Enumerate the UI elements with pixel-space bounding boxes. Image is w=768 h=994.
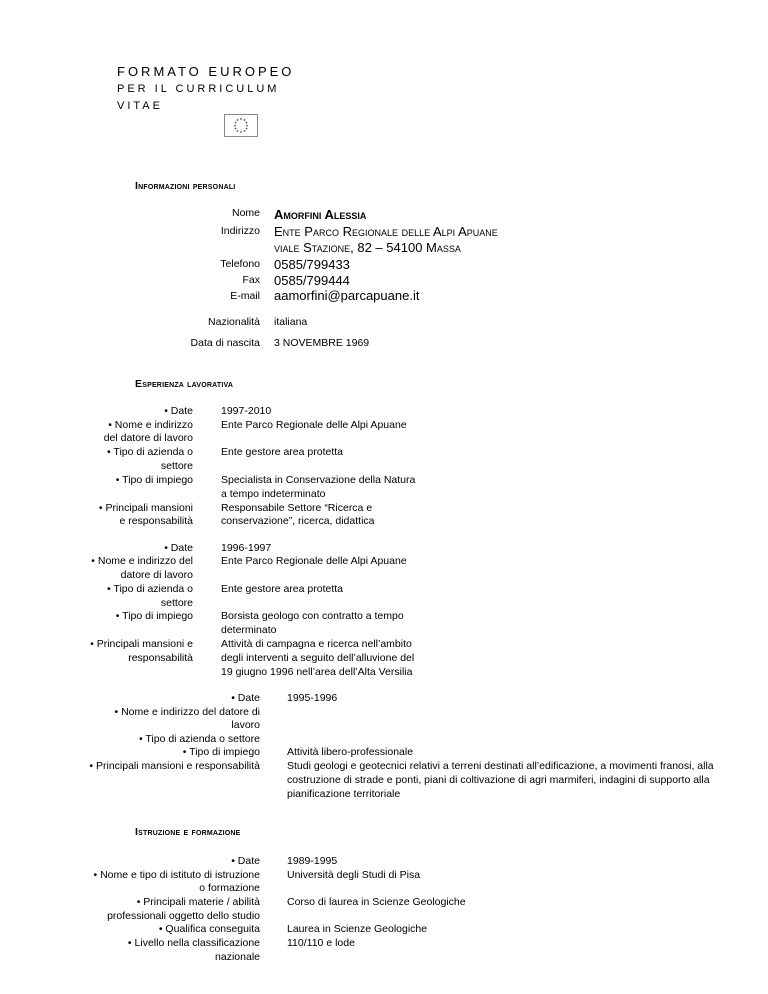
entry1-sector: Ente gestore area protetta <box>221 446 343 458</box>
entry2-label-date: • Date <box>164 542 193 554</box>
edu-school: Università degli Studi di Pisa <box>287 869 421 881</box>
edu-label-subjects: • Principali materie / abilità <box>136 896 260 908</box>
value-indirizzo-line-1: Ente Parco Regionale delle Alpi Apuane <box>274 224 498 239</box>
entry2-duties-line-1: Attività di campagna e ricerca nell’ambito <box>221 638 412 650</box>
entry2-employer: Ente Parco Regionale delle Alpi Apuane <box>221 555 407 567</box>
entry1-label-date: • Date <box>164 405 193 417</box>
label-nascita: Data di nascita <box>190 337 260 349</box>
label-email: E-mail <box>230 290 260 302</box>
entry1-label-sector: • Tipo di azienda o <box>107 446 193 458</box>
entry3-date: 1995-1996 <box>287 692 338 704</box>
edu-subjects: Corso di laurea in Scienze Geologiche <box>287 896 466 908</box>
edu-date: 1989-1995 <box>287 855 338 867</box>
cv-title-line-1: FORMATO EUROPEO <box>117 64 295 79</box>
edu-label-level-2: nazionale <box>215 951 260 963</box>
entry3-label-employer-2: lavoro <box>231 719 260 731</box>
cv-title-line-2: PER IL CURRICULUM <box>117 83 280 95</box>
entry3-label-duties: • Principali mansioni e responsabilità <box>89 760 260 772</box>
entry1-label-duties-2: e responsabilità <box>119 515 193 527</box>
label-telefono: Telefono <box>220 258 260 270</box>
entry1-duties-line-2: conservazione”, ricerca, didattica <box>221 515 375 527</box>
label-indirizzo: Indirizzo <box>220 225 260 237</box>
entry2-label-sector-2: settore <box>160 597 193 609</box>
edu-grade: 110/110 e lode <box>287 937 355 949</box>
work-section-title: Esperienza lavorativa <box>135 378 234 390</box>
value-email: aamorfini@parcapuane.it <box>274 288 420 303</box>
entry2-duties-line-2: degli interventi a seguito dell’alluvione del <box>221 652 415 664</box>
entry1-job-line-1: Specialista in Conservazione della Natura <box>221 474 416 486</box>
entry2-job-line-1: Borsista geologo con contratto a tempo <box>221 610 404 622</box>
education-section-title: Istruzione e formazione <box>135 826 241 838</box>
entry1-job-line-2: a tempo indeterminato <box>221 488 326 500</box>
value-nome: Amorfini Alessia <box>274 207 367 222</box>
entry1-label-job: • Tipo di impiego <box>115 474 193 486</box>
entry2-label-job: • Tipo di impiego <box>115 610 193 622</box>
entry3-label-sector: • Tipo di azienda o settore <box>138 733 260 745</box>
entry2-label-employer-2: datore di lavoro <box>120 569 193 581</box>
entry1-date: 1997-2010 <box>221 405 272 417</box>
entry3-label-date: • Date <box>231 692 260 704</box>
edu-label-qualification: • Qualifica conseguita <box>158 923 260 935</box>
edu-label-date: • Date <box>231 855 260 867</box>
entry2-label-employer: • Nome e indirizzo del <box>91 555 193 567</box>
value-nazionalita: italiana <box>274 316 308 328</box>
entry2-label-duties: • Principali mansioni e <box>90 638 193 650</box>
entry1-label-employer: • Nome e indirizzo <box>108 419 193 431</box>
entry2-date: 1996-1997 <box>221 542 272 554</box>
entry1-label-employer-2: del datore di lavoro <box>103 432 193 444</box>
entry1-employer: Ente Parco Regionale delle Alpi Apuane <box>221 419 407 431</box>
entry2-duties-line-3: 19 giugno 1996 nell’area dell’Alta Versilia <box>221 666 413 678</box>
entry3-label-job: • Tipo di impiego <box>182 746 260 758</box>
edu-qualification: Laurea in Scienze Geologiche <box>287 923 428 935</box>
entry3-duties-line-2: costruzione di strade e ponti, piani di coltivazione di agri marmiferi, indagini di supporto alla <box>287 774 710 786</box>
entry2-label-duties-2: responsabilità <box>128 652 193 664</box>
value-indirizzo-line-2: viale Stazione, 82 – 54100 Massa <box>274 240 461 255</box>
entry1-label-sector-2: settore <box>160 460 193 472</box>
edu-label-level: • Livello nella classificazione <box>127 937 260 949</box>
cv-title-line-3: VITAE <box>117 100 163 112</box>
edu-label-institute-2: o formazione <box>199 882 260 894</box>
entry1-duties-line-1: Responsabile Settore “Ricerca e <box>221 502 373 514</box>
value-nascita: 3 NOVEMBRE 1969 <box>274 337 370 349</box>
label-nazionalita: Nazionalità <box>208 316 260 328</box>
entry1-label-duties: • Principali mansioni <box>98 502 193 514</box>
entry2-sector: Ente gestore area protetta <box>221 583 343 595</box>
personal-section-title: Informazioni personali <box>135 180 236 192</box>
eu-flag-icon <box>224 114 258 137</box>
edu-label-subjects-2: professionali oggetto dello studio <box>107 910 260 922</box>
entry2-job-line-2: determinato <box>221 624 277 636</box>
label-fax: Fax <box>242 274 260 286</box>
entry2-label-sector: • Tipo di azienda o <box>107 583 193 595</box>
entry3-label-employer: • Nome e indirizzo del datore di <box>114 706 260 718</box>
value-telefono: 0585/799433 <box>274 257 350 272</box>
entry3-duties-line-1: Studi geologi e geotecnici relativi a terreni destinati all’edificazione, a movimenti franosi, alla <box>287 760 714 772</box>
value-fax: 0585/799444 <box>274 273 350 288</box>
edu-label-institute: • Nome e tipo di istituto di istruzione <box>93 869 260 881</box>
entry3-duties-line-3: pianificazione territoriale <box>287 788 401 800</box>
label-nome: Nome <box>231 207 260 219</box>
entry3-job: Attività libero-professionale <box>287 746 414 758</box>
